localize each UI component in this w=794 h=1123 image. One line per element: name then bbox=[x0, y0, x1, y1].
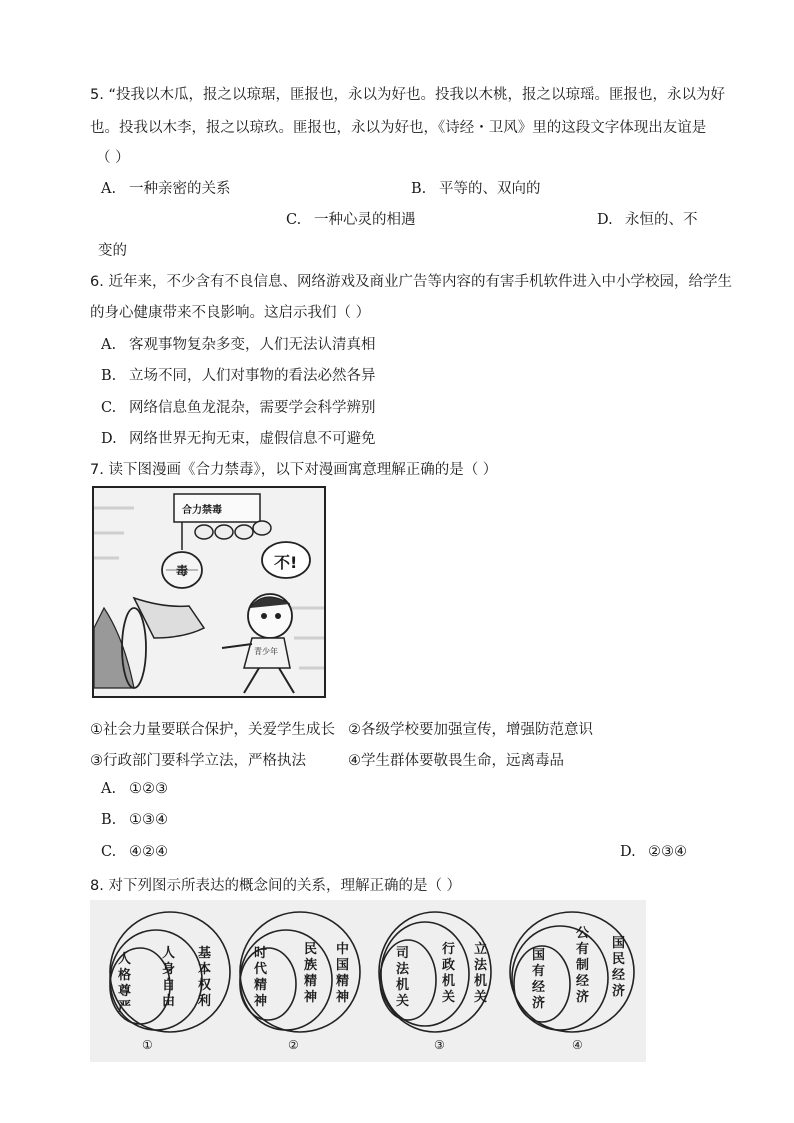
cartoon-speech-bubble: 不! bbox=[274, 553, 298, 572]
q5-answer-paren: （ ） bbox=[96, 150, 130, 166]
diagram4-middle-label: 公有制经济 bbox=[576, 926, 590, 1005]
diagram3-number: ③ bbox=[434, 1038, 445, 1052]
q7-statement-2: ②各级学校要加强宣传，增强防范意识 bbox=[348, 722, 593, 738]
diagram1-inner-label: 人格尊严 bbox=[118, 952, 132, 1015]
anti-drug-cartoon bbox=[92, 486, 326, 698]
q7-stem: 7. 读下图漫画《合力禁毒》，以下对漫画寓意理解正确的是（ ） bbox=[90, 462, 498, 478]
q5-option-d[interactable]: D. 永恒的、不 bbox=[597, 212, 698, 228]
q7-statement-3: ③行政部门要科学立法，严格执法 bbox=[90, 753, 306, 769]
q5-option-c[interactable]: C. 一种心灵的相遇 bbox=[286, 212, 416, 228]
concept-relationship-diagram bbox=[90, 900, 646, 1062]
cartoon-sign-text: 合力禁毒 bbox=[182, 505, 222, 516]
q7-statement-1: ①社会力量要联合保护，关爱学生成长 bbox=[90, 722, 335, 738]
diagram1-outer-label: 基本权利 bbox=[198, 946, 212, 1009]
q8-stem: 8. 对下列图示所表达的概念间的关系，理解正确的是（ ） bbox=[90, 878, 462, 894]
diagram2-number: ② bbox=[288, 1038, 299, 1052]
q6-option-b[interactable]: B. 立场不同，人们对事物的看法必然各异 bbox=[101, 368, 376, 384]
q7-option-d[interactable]: D. ②③④ bbox=[620, 844, 687, 860]
q5-option-d-wrap: 变的 bbox=[98, 243, 127, 259]
diagram4-inner-label: 国有经济 bbox=[532, 948, 546, 1011]
diagram1-number: ① bbox=[142, 1038, 153, 1052]
cartoon-lantern-text: 毒 bbox=[176, 564, 189, 578]
q5-stem-line2: 也。投我以木李，报之以琼玖。匪报也，永以为好也，《诗经・卫风》里的这段文字体现出友谊是 bbox=[90, 120, 707, 136]
q6-stem-line2: 的身心健康带来不良影响。这启示我们（ ） bbox=[90, 305, 371, 321]
diagram2-outer-label: 中国精神 bbox=[336, 942, 350, 1005]
cartoon-shirt-text: 青少年 bbox=[254, 647, 278, 656]
q5-option-b[interactable]: B. 平等的、双向的 bbox=[411, 181, 541, 197]
diagram2-inner-label: 时代精神 bbox=[254, 946, 268, 1009]
diagram2-middle-label: 民族精神 bbox=[304, 942, 318, 1005]
diagram3-middle-label: 行政机关 bbox=[442, 942, 456, 1005]
diagram4-number: ④ bbox=[572, 1038, 583, 1052]
q6-option-c[interactable]: C. 网络信息鱼龙混杂，需要学会科学辨别 bbox=[101, 400, 376, 416]
q5-stem-line1: 5. “投我以木瓜，报之以琼琚，匪报也，永以为好也。投我以木桃，报之以琼瑶。匪报也，永以为好 bbox=[90, 87, 725, 103]
cartoon-drawing bbox=[94, 488, 324, 696]
q7-statement-4: ④学生群体要敬畏生命，远离毒品 bbox=[348, 753, 564, 769]
diagram3-outer-label: 立法机关 bbox=[474, 942, 488, 1005]
q7-option-c[interactable]: C. ④②④ bbox=[101, 844, 168, 860]
q6-option-d[interactable]: D. 网络世界无拘无束，虚假信息不可避免 bbox=[101, 431, 376, 447]
q6-stem-line1: 6. 近年来，不少含有不良信息、网络游戏及商业广告等内容的有害手机软件进入中小学校园，给学生 bbox=[90, 274, 732, 290]
q5-option-a[interactable]: A. 一种亲密的关系 bbox=[101, 181, 231, 197]
diagram4-outer-label: 国民经济 bbox=[612, 936, 626, 999]
diagram1-middle-label: 人身自由 bbox=[162, 946, 176, 1009]
diagram3-inner-label: 司法机关 bbox=[396, 946, 410, 1009]
q7-option-a[interactable]: A. ①②③ bbox=[101, 781, 168, 797]
q6-option-a[interactable]: A. 客观事物复杂多变，人们无法认清真相 bbox=[101, 337, 376, 353]
q7-option-b[interactable]: B. ①③④ bbox=[101, 812, 168, 828]
